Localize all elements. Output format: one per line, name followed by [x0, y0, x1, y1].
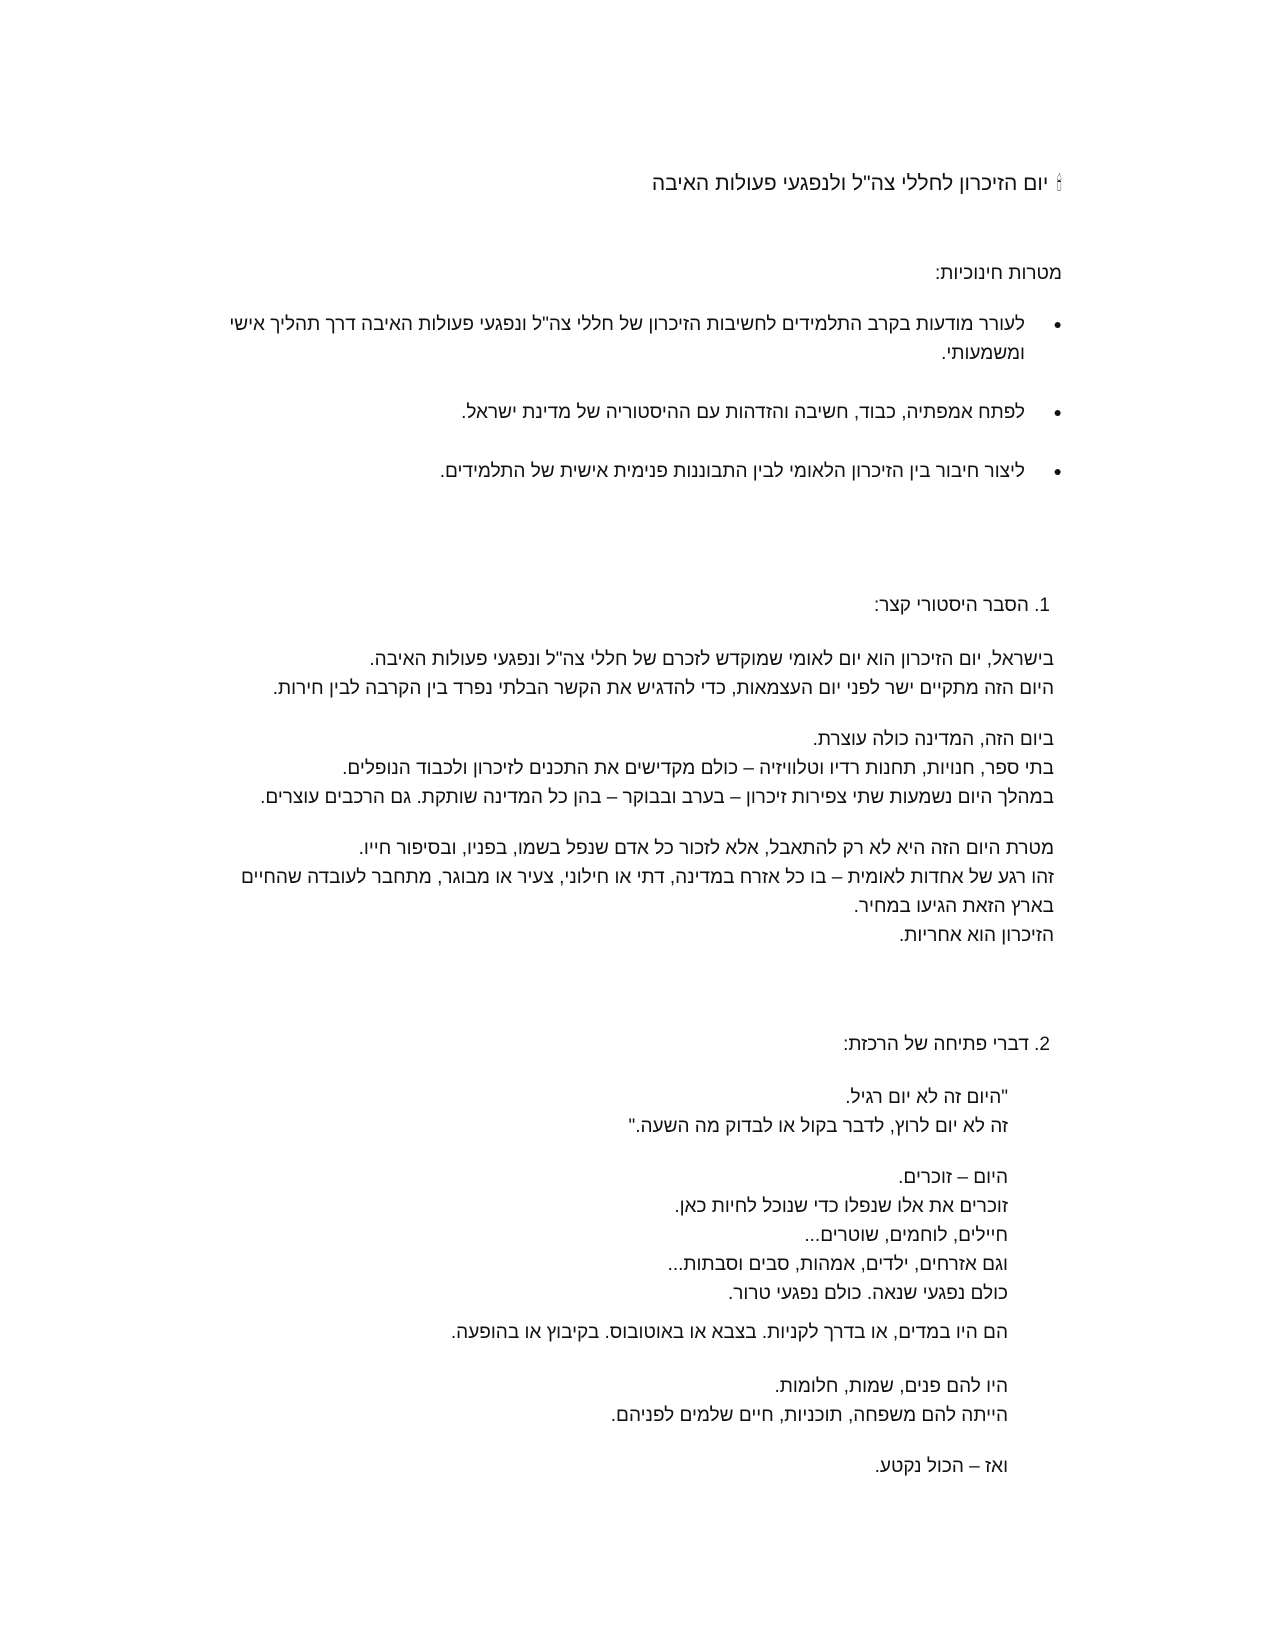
speech-stanza — [308, 1318, 1008, 1347]
speech-line: זוכרים את אלו שנפלו כדי שנוכל לחיות כאן. — [674, 1196, 1008, 1217]
speech-line: הייתה להם משפחה, תוכניות, חיים שלמים לפניהם. — [610, 1405, 1008, 1426]
speech-stanza — [308, 1372, 1008, 1430]
goal-item: ● לעורר מודעות בקרב התלמידים לחשיבות הזיכרון של חללי צה"ל ונפגעי פעולות האיבה דרך תהליך אישי ומשמעותי. — [182, 310, 1062, 368]
speech-line: ואז – הכול נקטע. — [874, 1456, 1008, 1477]
goals-list — [182, 310, 1062, 516]
candle-icon: 🕯 — [1056, 173, 1062, 195]
speech-line: הם היו במדים, או בדרך לקניות. בצבא או באוטובוס. בקיבוץ או בהופעה. — [450, 1322, 1008, 1343]
document-title — [362, 170, 1062, 198]
history-line: ביום הזה, המדינה כולה עוצרת. — [812, 729, 1054, 750]
speech-line: היו להם פנים, שמות, חלומות. — [774, 1376, 1008, 1397]
history-line: בתי ספר, חנויות, תחנות רדיו וטלוויזיה – כולם מקדישים את התכנים לזיכרון ולכבוד הנופלים. — [342, 758, 1054, 779]
section2-heading: 2. דברי פתיחה של הרכזת: — [843, 1034, 1050, 1055]
speech-stanza — [308, 1083, 1008, 1141]
history-line: היום הזה מתקיים ישר לפני יום העצמאות, כדי להדגיש את הקשר הבלתי נפרד בין הקרבה לבין חירות. — [272, 678, 1054, 699]
history-line: במהלך היום נשמעות שתי צפירות זיכרון – בערב ובבוקר – בהן כל המדינה שותקת. גם הרכבים עוצרים. — [260, 787, 1054, 808]
history-line: זהו רגע של אחדות לאומית – בו כל אזרח במדינה, דתי או חילוני, צעיר או מבוגר, מתחבר לעובדה שהחיים בארץ הזאת הגיעו במחיר. — [241, 867, 1054, 917]
goals-heading: מטרות חינוכיות: — [935, 263, 1062, 284]
speech-line: חיילים, לוחמים, שוטרים... — [804, 1225, 1008, 1246]
speech-stanza — [308, 1163, 1008, 1308]
goal-item: ● לפתח אמפתיה, כבוד, חשיבה והזדהות עם ההיסטוריה של מדינת ישראל. — [182, 398, 1062, 427]
speech-stanza — [308, 1452, 1008, 1481]
speech-line: "היום זה לא יום רגיל. — [845, 1087, 1008, 1108]
history-paragraph — [194, 725, 1054, 812]
speech-line: כולם נפגעי שנאה. כולם נפגעי טרור. — [727, 1283, 1008, 1304]
goal-item: ● ליצור חיבור בין הזיכרון הלאומי לבין התבוננות פנימית אישית של התלמידים. — [182, 457, 1062, 486]
speech-line: זה לא יום לרוץ, לדבר בקול או לבדוק מה השעה." — [628, 1116, 1008, 1137]
history-line: הזיכרון הוא אחריות. — [898, 925, 1054, 946]
history-paragraph — [194, 645, 1054, 703]
history-line: מטרת היום הזה היא לא רק להתאבל, אלא לזכור כל אדם שנפל בשמו, בפניו, ובסיפור חייו. — [358, 838, 1054, 859]
history-line: בישראל, יום הזיכרון הוא יום לאומי שמוקדש לזכרם של חללי צה"ל ונפגעי פעולות האיבה. — [369, 649, 1054, 670]
section1-heading: 1. הסבר היסטורי קצר: — [874, 595, 1050, 616]
speech-line: וגם אזרחים, ילדים, אמהות, סבים וסבתות... — [667, 1254, 1008, 1275]
document-title-text: יום הזיכרון לחללי צה"ל ולנפגעי פעולות האיבה — [651, 172, 1049, 195]
speech-line: היום – זוכרים. — [898, 1167, 1008, 1188]
history-paragraph — [194, 834, 1054, 950]
